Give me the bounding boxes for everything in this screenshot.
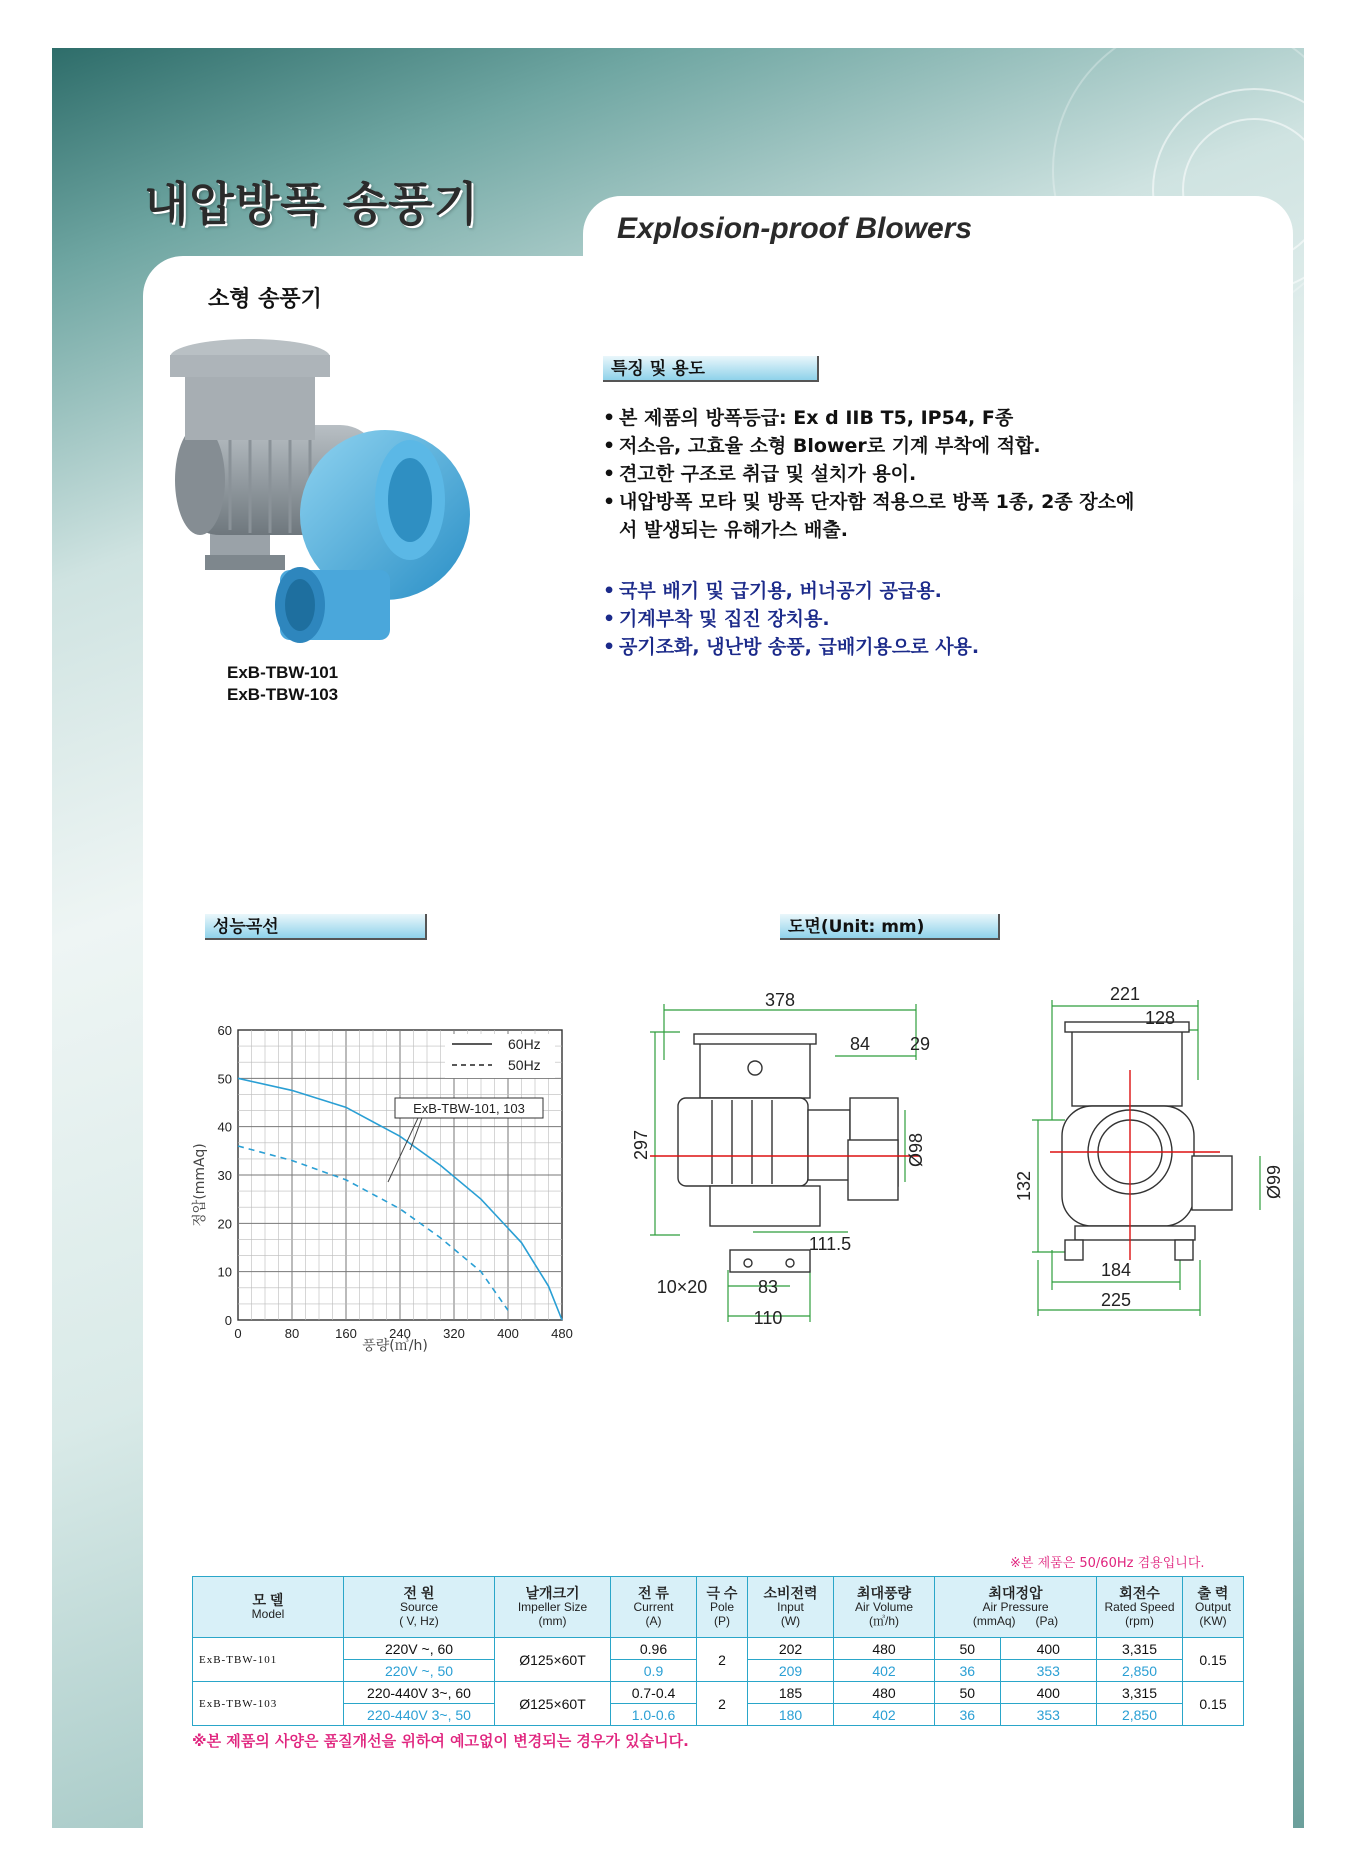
source-cell: 220V ~, 50 [344, 1660, 495, 1682]
list-item: • 내압방폭 모타 및 방폭 단자함 적용으로 방폭 1종, 2종 장소에서 발생되는 유해가스 배출. [603, 491, 1135, 541]
y-tick-label: 50 [217, 1071, 232, 1087]
mmaq-cell: 36 [935, 1704, 1001, 1726]
dim-label: Ø99 [1264, 1164, 1284, 1200]
source-cell: 220-440V 3~, 60 [344, 1682, 495, 1704]
volume-cell: 480 [834, 1638, 935, 1660]
features-label: 특징 및 용도 [603, 356, 819, 382]
source-cell: 220-440V 3~, 50 [344, 1704, 495, 1726]
dim-label: 378 [764, 990, 796, 1010]
curve-label: 성능곡선 [205, 914, 427, 940]
header-cell: 날개크기 Impeller Size (mm) [495, 1577, 611, 1638]
current-cell: 0.7-0.4 [611, 1682, 697, 1704]
dim-label: 184 [1100, 1260, 1132, 1280]
x-tick-label: 480 [551, 1326, 573, 1341]
list-item: • 본 제품의 방폭등급: Ex d IIB T5, IP54, F종 [603, 407, 1014, 429]
rpm-cell: 2,850 [1097, 1704, 1183, 1726]
x-tick-label: 240 [389, 1326, 411, 1341]
x-tick-label: 0 [234, 1326, 242, 1341]
front-view [678, 1034, 898, 1272]
performance-chart [190, 1010, 590, 1360]
side-view [1062, 1022, 1232, 1260]
table-row [193, 1638, 1244, 1660]
dim-label: 128 [1144, 1008, 1176, 1028]
dim-label: 225 [1100, 1290, 1132, 1310]
mmaq-cell: 50 [935, 1638, 1001, 1660]
rpm-cell: 3,315 [1097, 1638, 1183, 1660]
product-image [170, 335, 490, 655]
x-axis-label: 풍량(㎥/h) [362, 1338, 428, 1354]
pa-cell: 353 [1000, 1660, 1096, 1682]
mmaq-cell: 36 [935, 1660, 1001, 1682]
x-tick-label: 320 [443, 1326, 465, 1341]
header-cell: 극 수 Pole (P) [697, 1577, 748, 1638]
header-cell: 모 델 Model [193, 1577, 344, 1638]
rpm-cell: 2,850 [1097, 1660, 1183, 1682]
output-cell: 0.15 [1183, 1638, 1244, 1682]
impeller-cell: Ø125×60T [495, 1638, 611, 1682]
list-item: • 견고한 구조로 취급 및 설치가 용이. [603, 463, 917, 485]
list-item: • 저소음, 고효율 소형 Blower로 기계 부착에 적합. [603, 435, 1041, 457]
annotation-text: ExB-TBW-101, 103 [413, 1101, 525, 1116]
dim-label: Ø98 [906, 1132, 926, 1168]
header-cell: 회전수 Rated Speed (rpm) [1097, 1577, 1183, 1638]
input-cell: 209 [748, 1660, 834, 1682]
dim-label: 29 [909, 1034, 931, 1054]
pa-cell: 353 [1000, 1704, 1096, 1726]
features-list [603, 404, 1143, 544]
uses-list [603, 577, 1143, 661]
y-tick-label: 40 [217, 1119, 232, 1135]
current-cell: 1.0-0.6 [611, 1704, 697, 1726]
dim-label: 10×20 [656, 1277, 708, 1297]
technical-drawing [620, 960, 1320, 1340]
x-tick-label: 400 [497, 1326, 519, 1341]
table-header-row [193, 1577, 1244, 1638]
model-name: ExB-TBW-103 [227, 685, 339, 704]
current-cell: 0.9 [611, 1660, 697, 1682]
pole-cell: 2 [697, 1682, 748, 1726]
dim-label: 132 [1014, 1170, 1034, 1202]
dim-label: 83 [757, 1277, 779, 1297]
header-cell: 전 류 Current (A) [611, 1577, 697, 1638]
impeller-cell: Ø125×60T [495, 1682, 611, 1726]
list-item: • 기계부착 및 집진 장치용. [603, 608, 830, 630]
current-cell: 0.96 [611, 1638, 697, 1660]
model-cell: ExB-TBW-101 [193, 1638, 344, 1682]
x-tick-label: 160 [335, 1326, 357, 1341]
volume-cell: 480 [834, 1682, 935, 1704]
dim-label: 297 [631, 1129, 651, 1161]
y-tick-label: 30 [217, 1168, 232, 1183]
x-tick-label: 80 [284, 1326, 300, 1341]
dim-label: 110 [753, 1308, 783, 1328]
output-cell: 0.15 [1183, 1682, 1244, 1726]
mmaq-cell: 50 [935, 1682, 1001, 1704]
frequency-note: ※본 제품은 50/60Hz 겸용입니다. [1010, 1556, 1205, 1571]
y-axis-label: 정압(mmAq) [192, 1143, 208, 1227]
header-cell: 최대정압 Air Pressure (mmAq) (Pa) [935, 1577, 1097, 1638]
header-cell: 출 력 Output (KW) [1183, 1577, 1244, 1638]
y-tick-label: 60 [217, 1023, 232, 1038]
pa-cell: 400 [1000, 1682, 1096, 1704]
list-item: • 공기조화, 냉난방 송풍, 급배기용으로 사용. [603, 636, 980, 658]
page-title: 내압방폭 송풍기 [144, 177, 480, 231]
pole-cell: 2 [697, 1638, 748, 1682]
input-cell: 180 [748, 1704, 834, 1726]
drawing-label: 도면(Unit: mm) [780, 914, 1000, 940]
product-category: 소형 송풍기 [208, 287, 322, 312]
list-item: • 국부 배기 및 급기용, 버너공기 공급용. [603, 580, 942, 602]
header-cell: 소비전력 Input (W) [748, 1577, 834, 1638]
table-row [193, 1682, 1244, 1704]
header-cell: 최대풍량 Air Volume (㎥/h) [834, 1577, 935, 1638]
volume-cell: 402 [834, 1704, 935, 1726]
spec-table [192, 1576, 1244, 1726]
dim-label: 84 [849, 1034, 871, 1054]
dim-label: 221 [1109, 984, 1141, 1004]
spec-change-note: ※본 제품의 사양은 품질개선을 위하여 예고없이 변경되는 경우가 있습니다. [192, 1732, 689, 1750]
pa-cell: 400 [1000, 1638, 1096, 1660]
chart-legend [445, 1034, 555, 1078]
source-cell: 220V ~, 60 [344, 1638, 495, 1660]
model-cell: ExB-TBW-103 [193, 1682, 344, 1726]
y-tick-label: 0 [224, 1313, 232, 1328]
input-cell: 202 [748, 1638, 834, 1660]
y-tick-label: 20 [217, 1216, 232, 1232]
legend-50hz: 50Hz [508, 1057, 541, 1073]
model-list [227, 662, 338, 706]
legend-60hz: 60Hz [508, 1036, 541, 1052]
y-tick-label: 10 [217, 1264, 232, 1280]
volume-cell: 402 [834, 1660, 935, 1682]
dim-label: 111.5 [808, 1234, 852, 1254]
model-name: ExB-TBW-101 [227, 663, 339, 682]
rpm-cell: 3,315 [1097, 1682, 1183, 1704]
page-subtitle: Explosion-proof Blowers [617, 212, 973, 245]
input-cell: 185 [748, 1682, 834, 1704]
header-cell: 전 원 Source ( V, Hz) [344, 1577, 495, 1638]
